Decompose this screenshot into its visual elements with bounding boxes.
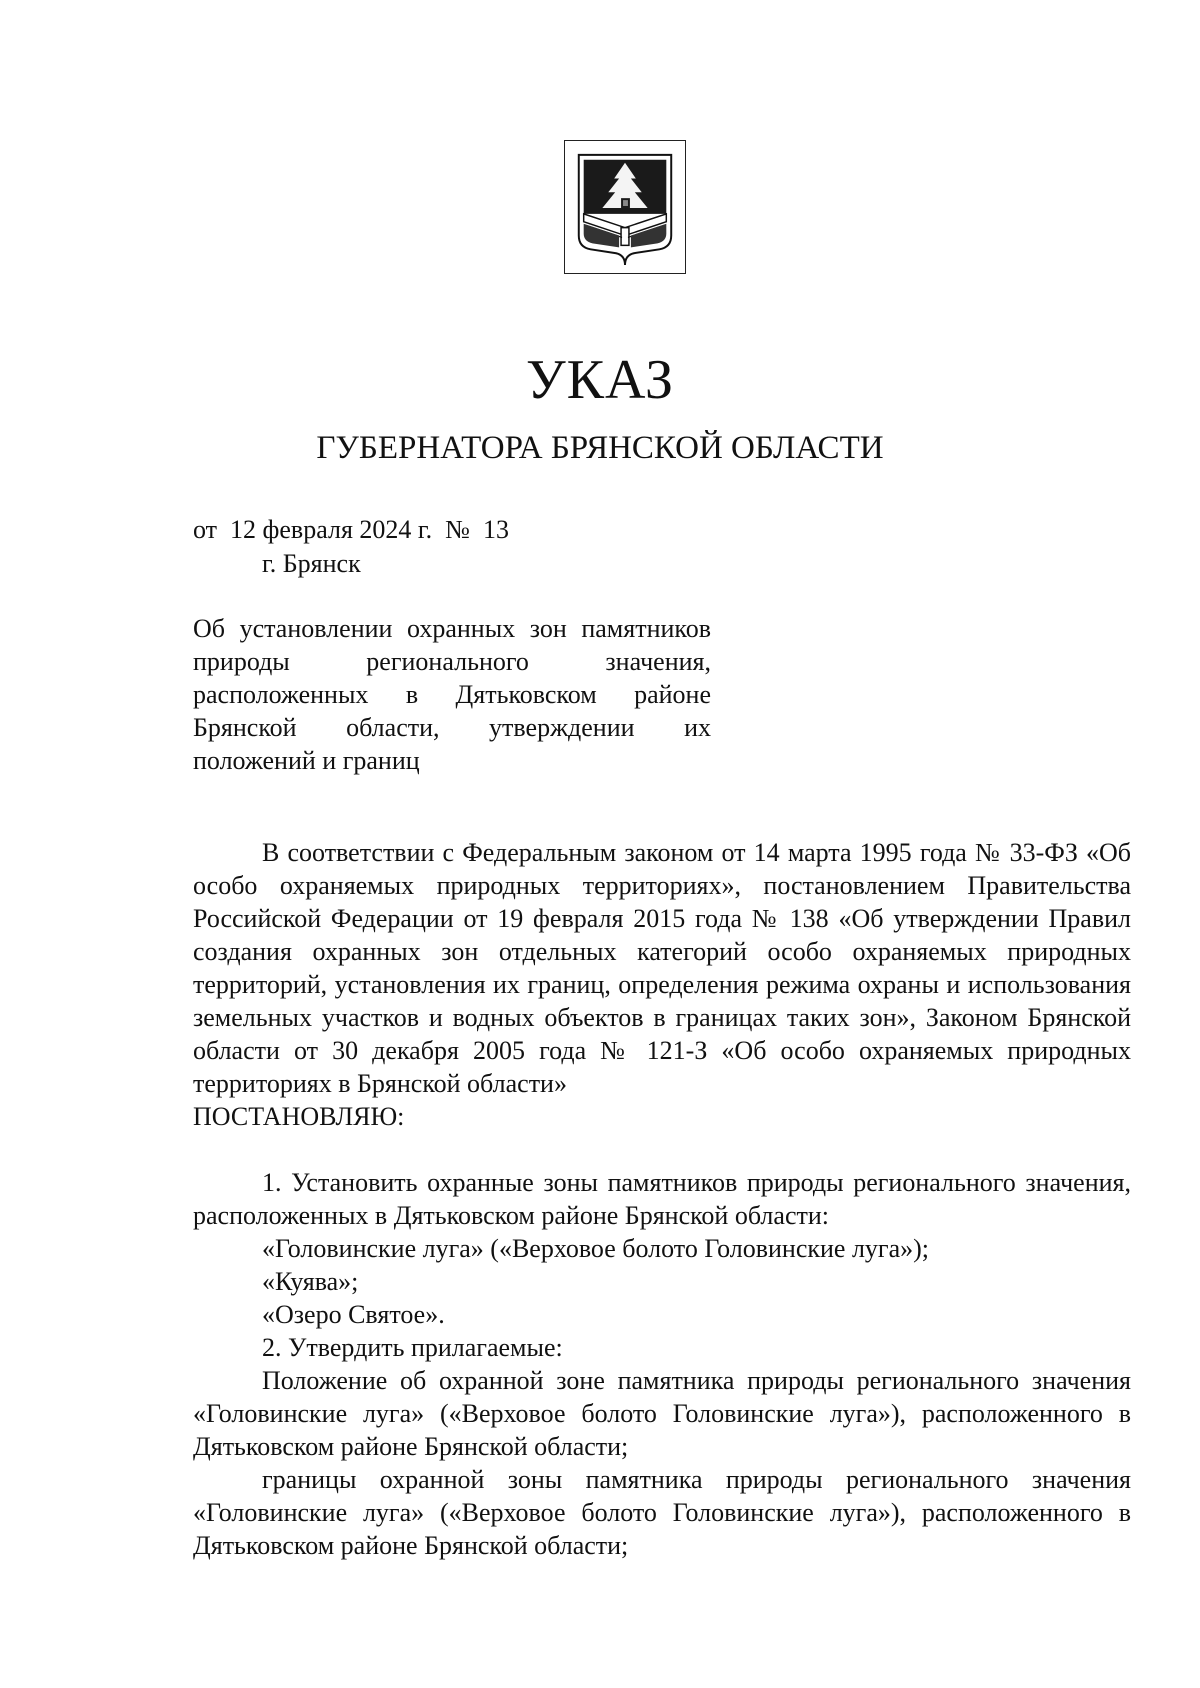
- item-1-entry-kuyava: «Куява»;: [262, 1267, 359, 1296]
- preamble-paragraph: В соответствии с Федеральным законом от 14 марта 1995 года № 33-ФЗ «Об особо охраняемых природных территориях», постановлением Правительства Российской Федерации от 19 февраля 2015 года № 138 «Об утверждении Правил создания охранных зон отдельных категорий особо охраняемых природных территорий, установления их границ, определения режима охраны и использования земельных участков и водных объектов в границах таких зон», Законом Брянской области от 30 декабря 2005 года № 121-З «Об особо охраняемых природных территориях в Брянской области»: [193, 838, 1131, 1098]
- document-subject: Об установлении охранных зон памятников природы регионального значения, расположенных в Дятьковском районе Брянской области, утверждении их положений и границ: [193, 614, 711, 775]
- document-body: [193, 836, 1131, 1562]
- decree-word: ПОСТАНОВЛЯЮ:: [193, 1102, 405, 1131]
- item-2-entry-boundaries: границы охранной зоны памятника природы регионального значения «Головинские луга» («Верховое болото Головинские луга»), расположенного в Дятьковском районе Брянской области;: [193, 1465, 1131, 1560]
- number-sign: №: [445, 515, 470, 544]
- item-2: 2. Утвердить прилагаемые:: [262, 1333, 563, 1362]
- document-number: 13: [482, 515, 509, 544]
- document-date: 12 февраля 2024 г.: [230, 515, 433, 544]
- item-1: 1. Установить охранные зоны памятников природы регионального значения, расположенных в Дятьковском районе Брянской области:: [193, 1168, 1131, 1230]
- document-city: г. Брянск: [262, 549, 361, 578]
- document-date-line: [193, 514, 509, 546]
- document-subtitle: ГУБЕРНАТОРА БРЯНСКОЙ ОБЛАСТИ: [316, 430, 884, 466]
- item-2-entry-regulation: Положение об охранной зоне памятника природы регионального значения «Головинские луга» («Верховое болото Головинские луга»), расположенного в Дятьковском районе Брянской области;: [193, 1366, 1131, 1461]
- document-title: УКАЗ: [525, 349, 675, 411]
- item-1-entry-ozero-svyatoe: «Озеро Святое».: [262, 1300, 445, 1329]
- date-prefix: от: [193, 515, 218, 544]
- item-1-entry-golovinskie: «Головинские луга» («Верховое болото Головинские луга»);: [262, 1234, 929, 1263]
- bryansk-coat-of-arms-icon: [564, 140, 686, 274]
